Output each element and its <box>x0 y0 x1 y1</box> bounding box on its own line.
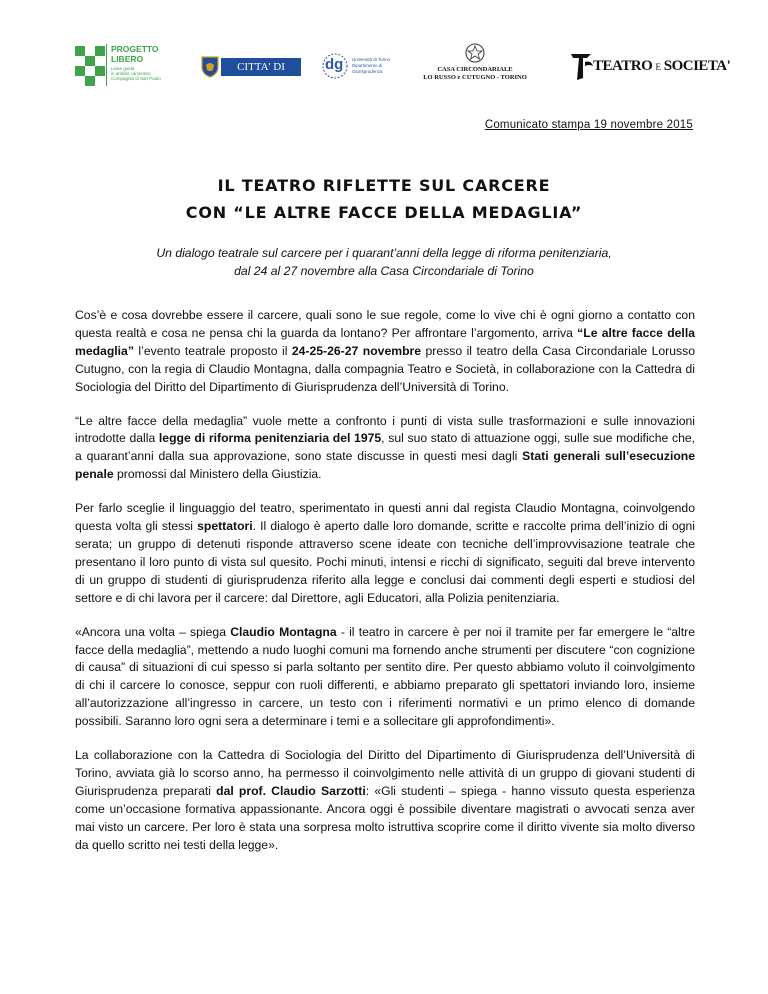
article-body <box>75 307 695 870</box>
city-label: CITTA' DI TORINO <box>221 58 301 76</box>
text-run: La collaborazione con la Cattedra di Sociologia del Diritto del Dipartimento di Giurisprudenza dell’Università di Torino, avviata già lo scorso anno, ha permesso il coinvolgimento nelle attività di un gruppo di giovani studenti di Giurisprudenza preparati <box>75 748 695 798</box>
text-run: «Ancora una volta – spiega <box>75 624 231 639</box>
city-shield-icon <box>201 56 219 78</box>
text-run: l’evento teatrale proposto il <box>133 343 292 358</box>
bold-run: dal prof. Claudio Sarzotti <box>216 783 366 798</box>
bold-run: 24-25-26-27 novembre <box>291 343 422 358</box>
text-run: - il teatro in carcere è per noi il tramite per far emergere le “altre facce della medaglia”, mettendo a nudo luoghi comuni ma fornendo anche strumenti per discutere “con cognizione di causa” di situazioni di cui spesso si parla soltanto per sentito dire. Per questo abbiamo voluto il coinvolgimento di chi il carcere lo conosce, seppur con ruoli differenti, e abbiamo preparato gli spettatori inviando loro, insieme all’autorizzazione all’ingresso in carcere, un testo con i riferimenti normativi e un primo elenco di domande possibili. Saranno loro ogni sera a determinare i temi e a sollecitare gli approfondimenti». <box>75 624 695 729</box>
text-run: presso il teatro della Casa Circondariale Lorusso Cutugno, con la regia di Claudio Montagna, dalla compagnia Teatro e Società, in collaborazione con la Cattedra di Sociologia del Diritto del Dipartimento di Giurisprudenza dell’Università di Torino. <box>75 343 695 394</box>
logo-title-line1: PROGETTO <box>111 44 159 54</box>
casa-circondariale-logo <box>421 42 529 90</box>
logo-divider <box>106 44 107 86</box>
logo-sub-line2: in ambito carcerario <box>111 71 151 76</box>
theatre-mask-icon <box>569 50 595 82</box>
paragraph <box>75 307 695 397</box>
logo-sub-line3: Compagnia di San Paolo <box>111 76 161 81</box>
paragraph <box>75 747 695 854</box>
text-run: , sul suo stato di attuazione oggi, sulle sue modifiche che, a quarant’anni dalla sua approvazione, sono state discusse in questi mesi dagli <box>75 431 696 464</box>
dg-line2: Dipartimento di Giurisprudenza <box>352 63 383 74</box>
teatro-e-societa-logo <box>569 42 731 90</box>
paragraph <box>75 413 695 485</box>
ts-part1: TEATRO <box>593 58 653 74</box>
bold-run: “Le altre facce della medaglia” <box>75 325 695 358</box>
bold-run: Stati generali sull’esecuzione penale <box>75 449 696 482</box>
bold-run: spettatori <box>197 519 253 534</box>
logo-bar <box>75 42 731 91</box>
subtitle <box>90 244 678 280</box>
page-title <box>0 172 768 226</box>
ts-part3: SOCIETA' <box>663 58 731 74</box>
text-run: Cos’è e cosa dovrebbe essere il carcere, quali sono le sue regole, come lo vive chi è ogni giorno a contatto con questa realtà e cosa ne pensa chi la guarda da lontano? Per affrontare l’argomento, arriva <box>75 308 695 340</box>
title-line1: IL TEATRO RIFLETTE SUL CARCERE <box>217 176 551 195</box>
ts-part2: E <box>655 62 661 72</box>
text-run: : «Gli studenti – spiega - hanno vissuto questa esperienza come un’occasione formativa appassionante. Ancora oggi è possibile diventare magistrati o avvocati senza aver mai visto un carcere. Per loro è stata una sorpresa molto istruttiva scoprire come il diritto vivente sia molto diverso da quello scritto nei testi della legge». <box>75 783 695 852</box>
logo-title-line2: LIBERO <box>111 54 144 64</box>
subtitle-line1: Un dialogo teatrale sul carcere per i quarant’anni della legge di riforma penitenziaria, <box>156 246 612 260</box>
bold-run: Claudio Montagna <box>230 624 337 639</box>
paragraph <box>75 500 695 607</box>
dg-university-logo <box>321 42 421 90</box>
dg-line1: Università di Torino <box>352 57 391 62</box>
cc-line2: LO RUSSO e CUTUGNO - TORINO <box>423 74 527 81</box>
text-run: “Le altre facce della medaglia” vuole mette a confronto i punti di vista sulle trasformazioni e sulle innovazioni introdotte dalla <box>75 413 695 446</box>
text-run: . Il dialogo è aperto dalle loro domande, scritte e raccolte prima dell’inizio di ogni serata; un gruppo di detenuti risponde attraverso scene ideate con tecniche dell’improvvisazione teatrale che presentano il loro punto di vista sul quesito. Pochi minuti, intensi e ricchi di significato, seguiti dal breve intervento di un gruppo di studenti di giurisprudenza riferito alla legge e conclusi dai commenti degli esperti e studiosi del settore e di chi lavora per il carcere: dal Direttore, agli Educatori, alla Polizia penitenziaria. <box>75 519 695 605</box>
checker-grid-icon <box>75 46 105 86</box>
dg-mark: dg <box>325 56 344 73</box>
title-line2: CON “LE ALTRE FACCE DELLA MEDAGLIA” <box>185 203 583 222</box>
cc-line1: CASA CIRCONDARIALE <box>437 66 513 73</box>
citta-di-torino-logo <box>201 42 303 90</box>
subtitle-line2: dal 24 al 27 novembre alla Casa Circondariale di Torino <box>234 264 534 278</box>
press-release-date: Comunicato stampa 19 novembre 2015 <box>484 119 693 131</box>
republic-emblem-icon <box>464 42 486 64</box>
progetto-libero-logo <box>75 42 160 90</box>
text-run: promossi dal Ministero della Giustizia. <box>113 467 322 482</box>
text-run: Per farlo sceglie il linguaggio del teatro, sperimentato in questi anni dal regista Claudio Montagna, coinvolgendo questa volta gli stessi <box>75 501 695 534</box>
bold-run: legge di riforma penitenziaria del 1975 <box>158 431 382 446</box>
logo-sub-line1: Linee guida <box>111 66 135 71</box>
paragraph <box>75 624 695 731</box>
